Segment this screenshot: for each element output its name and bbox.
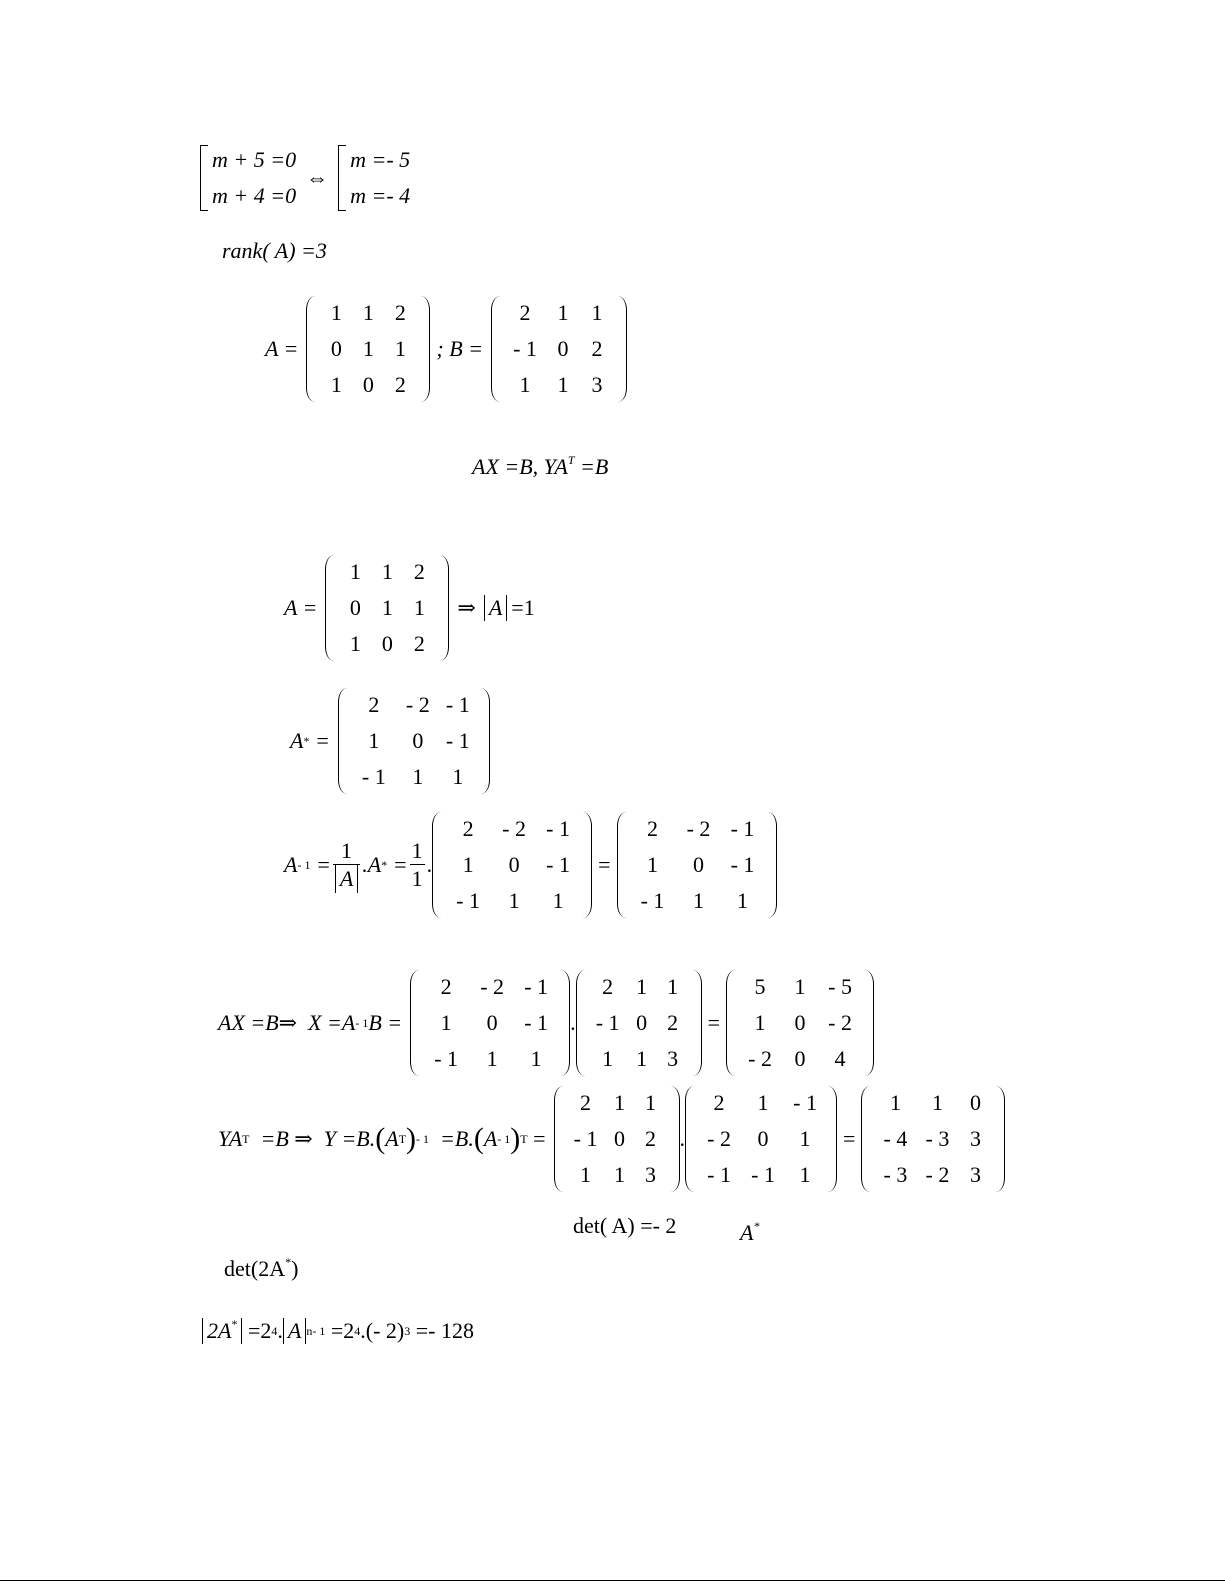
matrix-cell: 1 [931, 1090, 943, 1115]
matrix-cell: - 1 [361, 764, 386, 789]
matrix-cell: 0 [794, 1046, 806, 1071]
matrix-cell: - 2 [707, 1126, 731, 1151]
matrix-cell: 2 [591, 336, 603, 361]
matrix-cell: 1 [368, 728, 380, 753]
matrix-cell: 0 [349, 595, 361, 620]
matrix-cell: - 1 [445, 728, 470, 753]
matrix-cell: 1 [794, 974, 806, 999]
solution-x: AX =B⇒ X =A - 1 B = 2 - 2 - 1 1 0 - 1 - 1 1 1 . 2 1 1 - 1 0 2 1 1 3 = 5 1 - 5 1 0 - 2 - 2 0 4 [218, 970, 874, 1076]
matrix-cell: 4 [834, 1046, 846, 1071]
matrix-cell: 1 [636, 974, 648, 999]
matrix-cell: 1 [394, 336, 406, 361]
matrix-cell: 1 [452, 764, 464, 789]
matrix-cell: 3 [591, 372, 603, 397]
matrix-cell: 1 [519, 372, 531, 397]
adjugate-matrix: A * = 2 - 2 - 1 1 0 - 1 - 1 1 1 [290, 688, 490, 794]
equation-text: =B [574, 454, 609, 479]
det-value: det( A) =- 2 [573, 1213, 677, 1238]
matrix-cell: 1 [486, 1046, 498, 1071]
equation: m + 4 =0 [212, 183, 297, 208]
matrix-b [491, 296, 627, 402]
matrix-cell: 1 [799, 1126, 811, 1151]
symbol: A [740, 1220, 754, 1245]
bracket [338, 145, 346, 211]
matrix-cell: 1 [362, 336, 374, 361]
dot: . [679, 1126, 686, 1151]
matrix-cell: - 2 [405, 692, 430, 717]
matrix-cell: 2 [440, 974, 452, 999]
matrix-cell: - 2 [748, 1046, 772, 1071]
dot: . [426, 852, 433, 877]
matrix-cells [740, 970, 860, 1076]
numerator: 1 [341, 838, 353, 864]
equals: = [598, 852, 611, 877]
matrix-cell: - 1 [456, 888, 480, 913]
matrix-cell: - 1 [751, 1162, 775, 1187]
matrix-cell: 0 [412, 728, 424, 753]
matrix-cell: 0 [693, 852, 704, 877]
matrix-adj [338, 688, 490, 794]
matrix-inverse [617, 812, 777, 918]
matrix-a [306, 296, 430, 402]
det-computation: 2A* =2 4 . A n- 1 =2 4 .(- 2) 3 =- 128 [202, 1318, 474, 1344]
matrix-cell: 5 [754, 974, 766, 999]
matrix-a [325, 555, 449, 661]
numerator: 1 [411, 838, 423, 864]
expr: .(- 2) [360, 1318, 405, 1343]
matrix-cell: - 1 [434, 1046, 459, 1071]
abs-2a-star [202, 1318, 242, 1344]
matrix-cell: - 3 [883, 1162, 908, 1187]
abs-a: A [484, 595, 507, 621]
matrix-cell: 0 [794, 1010, 806, 1035]
matrix-inverse [410, 970, 570, 1076]
matrix-x [726, 970, 874, 1076]
solution-y: YA T =B ⇒ Y =B. ( A T ) - 1 =B. ( A - 1 ) T = 2 1 1 - 1 0 2 1 1 3 . 2 1 - 1 - 2 0 1 - 1 - 1 1 = 1 1 0 - 4 - 3 3 - 3 - 2 3 [218, 1086, 1005, 1192]
system-right [338, 145, 410, 211]
superscript: * [285, 1255, 292, 1269]
iff-symbol: ⇔ [306, 165, 329, 190]
matrix-cell: - 1 [730, 816, 755, 841]
lhs: YA [218, 1126, 243, 1151]
matrix-cell: - 1 [573, 1126, 598, 1151]
matrix-cell: 2 [645, 1126, 657, 1151]
matrix-cell: 0 [508, 852, 520, 877]
matrix-cells [320, 296, 416, 402]
matrix-cell: 1 [349, 631, 361, 656]
matrix-cell: 2 [647, 816, 658, 841]
matrix-cell: 2 [667, 1010, 679, 1035]
matrix-cell: - 1 [793, 1090, 817, 1115]
matrix-cell: 3 [645, 1162, 657, 1187]
matrix-cell: 1 [412, 764, 424, 789]
matrix-cell: 1 [362, 300, 374, 325]
matrix-cell: - 1 [524, 1010, 549, 1035]
matrix-cell: 0 [757, 1126, 769, 1151]
matrix-cell: 1 [757, 1090, 769, 1115]
expr: =B ⇒ Y =B. [249, 1126, 376, 1151]
matrix-cell: 3 [969, 1162, 981, 1187]
equation: m + 5 =0 [212, 147, 297, 172]
expr: . [277, 1318, 283, 1343]
matrix-adj [432, 812, 592, 918]
matrix-cell: 0 [381, 631, 393, 656]
matrix-cell: - 2 [502, 816, 526, 841]
matrix-cell: 1 [580, 1162, 592, 1187]
expr: =2 [242, 1318, 272, 1343]
determinant-a [284, 555, 535, 661]
matrix-cell: - 2 [480, 974, 505, 999]
matrix-cells [699, 1086, 823, 1192]
matrix-cells [568, 1086, 666, 1192]
matrix-cell: 1 [330, 372, 342, 397]
equals: = [387, 852, 408, 877]
matrix-b [554, 1086, 680, 1192]
matrix-cells [424, 970, 556, 1076]
denominator: A [335, 864, 358, 893]
matrix-cell: 3 [969, 1126, 981, 1151]
matrix-cell: - 1 [640, 888, 665, 913]
rank-statement: rank( A) =3 [222, 238, 327, 263]
expr: A [483, 1126, 498, 1151]
matrix-cell: 1 [349, 559, 361, 584]
matrix-cell: 1 [591, 300, 603, 325]
matrix-cell: 2 [413, 559, 425, 584]
matrix-cell: 2 [368, 692, 380, 717]
matrix-cell: 1 [693, 888, 704, 913]
matrix-cell: 2 [519, 300, 531, 325]
equals: = [527, 1126, 546, 1151]
matrix-cell: 1 [381, 595, 393, 620]
matrix-b [576, 970, 702, 1076]
matrix-cell: 1 [530, 1046, 542, 1071]
matrix-cell: 0 [486, 1010, 498, 1035]
mult: .A [362, 852, 382, 877]
page-bottom-rule [0, 1580, 1225, 1581]
bracket [200, 145, 208, 211]
matrix-cell: 1 [508, 888, 520, 913]
superscript: T [567, 453, 575, 467]
matrix-cell: 1 [614, 1090, 626, 1115]
inverse-matrix: A - 1 = $\frac{1}{A}$ .A * = $\frac{1}{1}$ . 2 - 2 - 1 1 0 - 1 - 1 1 1 = 2 - 2 - 1 1 0 - 1 - 1 1 1 [284, 812, 777, 918]
implies-symbol: ⇒ [457, 595, 476, 620]
matrix-cell: 2 [394, 300, 406, 325]
matrix-cell: 0 [636, 1010, 648, 1035]
matrix-cell: 1 [636, 1046, 648, 1071]
matrix-inverse-transpose [685, 1086, 837, 1192]
matrix-cell: 2 [602, 974, 614, 999]
system-equations [200, 145, 410, 211]
det-statement [573, 1215, 676, 1237]
matrix-cells [352, 688, 476, 794]
matrix-cell: - 1 [546, 816, 570, 841]
matrix-cell: - 1 [524, 974, 549, 999]
matrix-cell: - 1 [445, 692, 470, 717]
matrix-cell: 1 [557, 372, 569, 397]
equals: = [309, 728, 330, 753]
matrix-cell: 2 [713, 1090, 725, 1115]
equals: = [707, 1010, 721, 1035]
lhs: A [290, 728, 304, 753]
matrix-cell: 2 [394, 372, 406, 397]
equation-text: AX =B, YA [472, 454, 568, 479]
matrix-cells [875, 1086, 991, 1192]
matrix-cell: - 1 [707, 1162, 731, 1187]
equation: m =- 5 [350, 147, 411, 172]
rhs: B = [368, 1010, 403, 1035]
matrix-cell: 1 [413, 595, 425, 620]
matrix-cell: - 1 [730, 852, 755, 877]
matrix-cell: 1 [462, 852, 474, 877]
matrix-cell: - 3 [925, 1126, 950, 1151]
matrix-cell: - 2 [686, 816, 711, 841]
expr: ) [291, 1256, 299, 1281]
matrix-cell: 1 [667, 974, 679, 999]
equation: m =- 4 [350, 183, 411, 208]
fraction [410, 839, 425, 890]
matrix-cells [446, 812, 578, 918]
expr: =B. [429, 1126, 474, 1151]
det-2a-star [224, 1255, 299, 1281]
matrix-cell: 3 [667, 1046, 679, 1071]
equals: = [310, 852, 331, 877]
lhs: AX =B⇒ X =A [218, 1010, 356, 1035]
matrix-cells [339, 555, 435, 661]
matrix-a-label: A = [265, 336, 299, 361]
matrix-cell: - 4 [883, 1126, 908, 1151]
expr: A [385, 1126, 399, 1151]
matrix-y [861, 1086, 1005, 1192]
matrix-cell: 1 [602, 1046, 614, 1071]
matrix-equations [472, 453, 609, 479]
matrix-cell: 1 [647, 852, 658, 877]
matrix-b-label: ; B = [436, 336, 484, 361]
dot: . [570, 1010, 576, 1035]
matrix-cells [631, 812, 763, 918]
system-left [200, 145, 296, 211]
abs-a: A [283, 1318, 306, 1344]
matrix-cell: 2 [580, 1090, 592, 1115]
matrix-cell: 0 [330, 336, 342, 361]
lhs: A [284, 852, 298, 877]
matrix-cell: 1 [614, 1162, 626, 1187]
matrix-cell: 1 [552, 888, 564, 913]
matrices-definition [265, 296, 627, 402]
matrix-cell: 0 [557, 336, 569, 361]
matrix-cell: 1 [645, 1090, 657, 1115]
matrix-cell: - 2 [925, 1162, 950, 1187]
matrix-cell: - 1 [546, 852, 570, 877]
matrix-cell: 1 [799, 1162, 811, 1187]
superscript: * [231, 1317, 238, 1331]
expr: =2 [325, 1318, 355, 1343]
fraction [333, 839, 360, 890]
denominator: 1 [411, 865, 423, 891]
det-value: =1 [511, 595, 535, 620]
matrix-cell: 2 [462, 816, 474, 841]
result: =- 128 [410, 1318, 474, 1343]
matrix-cell: 0 [362, 372, 374, 397]
lhs: A = [284, 595, 318, 620]
expr: 2A [207, 1318, 232, 1343]
matrix-cell: - 5 [828, 974, 852, 999]
matrix-cell: 1 [440, 1010, 452, 1035]
matrix-cell: 1 [381, 559, 393, 584]
matrix-cell: - 1 [513, 336, 537, 361]
matrix-cell: 0 [969, 1090, 981, 1115]
matrix-cells [505, 296, 613, 402]
matrix-cell: 0 [614, 1126, 626, 1151]
expr: det(2A [224, 1256, 286, 1281]
matrix-cell: 1 [330, 300, 342, 325]
matrix-cell: 1 [754, 1010, 766, 1035]
adjugate-symbol [740, 1219, 760, 1245]
superscript: * [753, 1219, 760, 1233]
matrix-cell: 1 [889, 1090, 901, 1115]
matrix-cell: - 1 [595, 1010, 620, 1035]
matrix-cell: 2 [413, 631, 425, 656]
matrix-cell: 1 [557, 300, 569, 325]
matrix-cell: 1 [737, 888, 748, 913]
matrix-cells [590, 970, 688, 1076]
equals: = [843, 1126, 856, 1151]
matrix-cell: - 2 [828, 1010, 852, 1035]
